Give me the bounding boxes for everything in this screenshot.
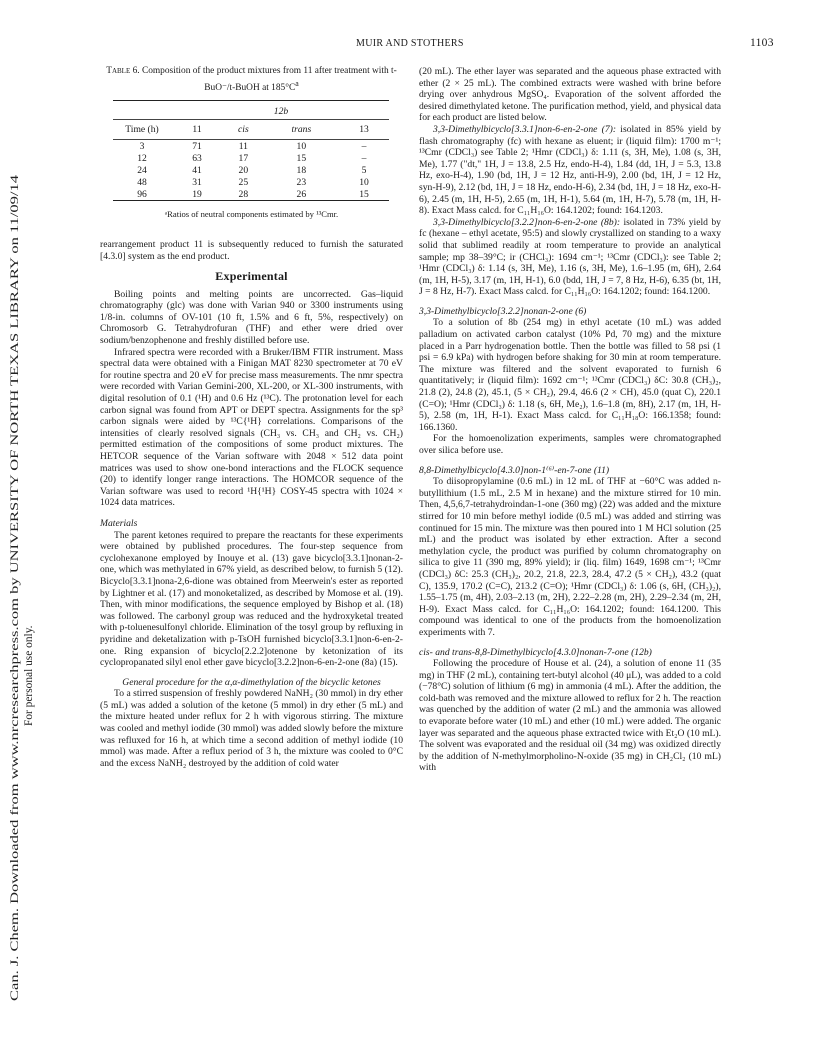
table-cell: 11 — [238, 140, 248, 152]
table-cell: – — [361, 152, 367, 164]
table-cell: 18 — [296, 164, 307, 176]
table-cell: 63 — [192, 152, 202, 164]
table-header-row — [113, 120, 389, 140]
table-cell: 15 — [359, 188, 369, 200]
running-head — [0, 34, 816, 50]
running-title: MUIR AND STOTHERS — [356, 38, 464, 49]
compound-8b-data: isolated in 73% yield by fc (hexane – ethyl acetate, 95:5) and slowly crystallized on standing to a waxy solid that sublimed readily at room temperature to provide an analytical sample; mp 38–39°C; ir (CHCl₃): 1694 cm⁻¹; ¹³Cmr (CDCl₃): see Table 2; ¹Hmr (CDCl₃) δ: 1.14 (s, 3H, Me), 1.16 (s, 3H, Me), 1.6–1.95 (m, 6H), 2.64 (m, 1H, H-5), 3.17 (m, 1H, H-1), 6.0 (bdd, 1H, J = 7, 8 Hz, H-6), 6.35 (bt, 1H, J = 8 Hz, H-7). Exact Mass calcd. for C₁₁H₁₆O: 164.1202; found: 164.1200. — [419, 216, 721, 298]
intro-paragraph: rearrangement product 11 is subsequently reduced to furnish the saturated [4.3.0] system as the end product. — [100, 238, 403, 262]
table-caption-sup: a — [295, 78, 299, 88]
table-row — [113, 176, 389, 188]
table-column-header: trans — [291, 123, 312, 135]
compound-7-data: isolated in 85% yield by flash chromatography (fc) with hexane as eluent; ir (liquid film): 1700 m⁻¹; ¹³Cmr (CDCl₃) see Table 2; ¹Hmr (CDCl₃) δ: 1.11 (s, 3H, Me), 1.08 (s, 3H, Me), 1.77 ("dt," 1H, J = 13.8, 2.5 Hz, endo-H-4), 1.84 (dd, 1H, J = 5.3, 13.8 Hz, exo-H-4), 1.90 (bd, 1H, J = 12 Hz, anti-H-9), 2.00 (bd, 1H, J = 12 Hz, syn-H-9), 2.12 (bd, 1H, J = 18 Hz, endo-H-6), 2.34 (bd, 1H, J = 18 Hz, exo-H-6), 2.45 (m, 1H, H-5), 2.65 (m, 1H, H-1), 5.64 (m, 1H, H-7), 5.78 (m, 1H, H-8). Exact Mass calcd. for C₁₁H₁₆O: 164.1202; found: 164.1203. — [419, 123, 721, 217]
paragraph-homoenolization: For the homoenolization experiments, samples were chromatographed over silica before use. — [419, 433, 721, 456]
page-number: 1103 — [750, 37, 774, 49]
table-cell: 17 — [238, 152, 249, 164]
table-cell: 96 — [137, 188, 147, 200]
compound-6-heading: 3,3-Dimethylbicyclo[3.2.2]nonan-2-one (6) — [419, 305, 587, 317]
table-caption — [106, 66, 397, 94]
table-cell: – — [361, 140, 367, 152]
download-stamp — [4, 175, 38, 1005]
table-cell: 48 — [137, 176, 147, 188]
table-column-header: cis — [238, 123, 249, 135]
table-cell: 28 — [238, 188, 249, 200]
table-column-header: Time (h) — [125, 123, 159, 135]
table-row — [113, 140, 389, 152]
table-body — [113, 140, 389, 201]
table-group-header: 12b — [273, 105, 289, 117]
compound-6-data: To a solution of 8b (254 mg) in ethyl acetate (10 mL) was added palladium on activated carbon catalyst (10% Pd, 70 mg) and the mixture placed in a Parr hydrogenation bottle. Then the bottle was filled to 58 psi (1 psi = 6.9 kPa) with hydrogen before shaking for 30 min at room temperature. The mixture was filtered and the solvent evaporated to furnish 6 quantitatively; ir (liquid film): 1692 cm⁻¹; ¹³Cmr (CDCl₃) δC: 30.8 (CH₃)₂, 21.8 (2), 24.8 (2), 45.1, (5 × CH₂), 29.4, 46.6 (2 × CH), 45.0 (quat C), 220.1 (C=O); ¹Hmr (CDCl₃) δ: 1.18 (s, 6H, Me₂), 1.6–1.8 (m, 8H), 2.17 (m, 1H, H-5), 2.58 (m, 1H, H-1). Exact Mass calcd. for C₁₁H₁₈O: 166.1358; found: 166.1360. — [419, 317, 721, 433]
table-cell: 41 — [192, 164, 202, 176]
left-column — [100, 66, 403, 769]
compound-8b-name: 3,3-Dimethylbicyclo[3.2.2]non-6-en-2-one (8b): — [433, 216, 621, 228]
compound-12b-heading: cis- and trans-8,8-Dimethylbicyclo[4.3.0]nonan-7-one (12b) — [419, 646, 652, 658]
right-column — [419, 66, 721, 774]
table-cell: 25 — [238, 176, 249, 188]
table-cell: 31 — [192, 176, 202, 188]
experimental-heading: Experimental — [215, 269, 288, 284]
compound-7-entry — [419, 124, 721, 217]
table-cell: 20 — [238, 164, 249, 176]
compound-8b-entry — [419, 217, 721, 298]
table-cell: 12 — [137, 152, 147, 164]
table-cell: 15 — [296, 152, 307, 164]
general-procedure-heading: General procedure for the α,α-dimethylation of the bicyclic ketones — [122, 676, 381, 688]
compound-7-name: 3,3-Dimethylbicyclo[3.3.1]non-6-en-2-one (7): — [433, 123, 617, 135]
table-cell: 24 — [137, 164, 147, 176]
download-stamp-line1: Can. J. Chem. Downloaded from www.nrcresearchpress.com by UNIVERSITY OF NORTH TEXAS LIBRARY on 11/09/14 — [9, 430, 21, 1001]
compound-11-data: To diisopropylamine (0.6 mL) in 12 mL of THF at −60°C was added n-butyllithium (1.5 mL, 2.5 M in hexane) and the mixture stirred for 10 min. Then, 4,5,6,7-tetrahydroindan-1-one (360 mg) (22) was added and the mixture stirred for 10 min before methyl iodide (0.5 mL) was added and stirring was continued for 15 min. The mixture was then poured into 1 M HCl solution (25 mL) and the product was isolated by ether extraction. After a second methylation cycle, the product was purified by column chromatography on silica to give 11 (390 mg, 89% yield); ir (liq. film) 1649, 1698 cm⁻¹; ¹³Cmr (CDCl₃) δC: 25.3 (CH₃)₂, 20.2, 21.8, 22.3, 28.4, 47.2 (5 × CH₂), 43.2 (quat C), 135.9, 170.2 (C=C), 213.2 (C=O); ¹Hmr (CDCl₃) δ: 1.06 (s, 6H, (CH₃)₂), 1.55–1.75 (m, 4H), 2.03–2.13 (m, 2H), 2.22–2.28 (m, 2H), 2.29–2.34 (m, 2H, H-9). Exact Mass calcd. for C₁₁H₁₆O: 164.1202; found: 164.1200. This compound was identical to one of the products from the homoenolization experiments with 7. — [419, 476, 721, 638]
table-column-header: 11 — [192, 123, 202, 135]
table-label: Table 6. — [106, 66, 140, 76]
compound-12b-data: Following the procedure of House et al. (24), a solution of enone 11 (35 mg) in THF (2 mL), containing tert-butyl alcohol (40 μL), was added to a cold (−78°C) solution of lithium (6 mg) in ammonia (4 mL). After the addition, the cold-bath was removed and the mixture allowed to reflux for 2 h. The reaction was quenched by the addition of water (2 mL) and the ammonia was allowed to evaporate before water (10 mL) and ether (10 mL) were added. The organic layer was separated and the aqueous phase extracted twice with Et₂O (10 mL). The solvent was evaporated and the residual oil (34 mg) was oxidized directly by the addition of N-methylmorpholino-N-oxide (35 mg) in CH₂Cl₂ (10 mL) with — [419, 658, 721, 774]
compound-11-heading: 8,8-Dimethylbicyclo[4.3.0]non-1⁽⁶⁾-en-7-one (11) — [419, 464, 610, 476]
table-cell: 23 — [296, 176, 307, 188]
table-row — [113, 188, 389, 201]
paragraph-materials: The parent ketones required to prepare the reactants for these experiments were obtained by published procedures. The four-step sequence from cyclohexanone employed by Inouye et al. (13) gave bicyclo[3.3.1]nonan-2-one, which was methylated in 67% yield, as described below, to furnish 5 (12). Bicyclo[3.3.1]nona-2,6-dione was obtained from Meerwein's ester as reported by Lightner et al. (17) and monoketalized, as described by Momose et al. (19). Then, with minor modifications, the sequence employed by Bishop et al. (18) was followed. The carbonyl group was reduced and the hydroxyketal treated with p-toluenesulfonyl chloride. Elimination of the tosyl group by refluxing in pyridine and deketalization with p-TsOH furnished bicyclo[3.3.1]non-6-en-2-one. Ring expansion of bicyclo[2.2.2]otenone by ketonization of its cyclopropanated silyl enol ether gave bicyclo[3.2.2]non-6-en-2-one (8a) (15). — [100, 529, 403, 669]
paragraph-procedure: To a stirred suspension of freshly powdered NaNH₂ (30 mmol) in dry ether (5 mL) was added a solution of the ketone (5 mmol) in dry ether (5 mL) and the mixture heated under reflux for 2 h with vigorous stirring. The mixture was cooled and methyl iodide (30 mmol) was added slowly before the mixture was refluxed for 16 h, at which time a second addition of methyl iodide (10 mmol) was made. After a reflux period of 3 h, the mixture was cooled to 0°C and the excess NaNH₂ destroyed by the addition of cold water — [100, 688, 403, 769]
paragraph-instruments: Boiling points and melting points are uncorrected. Gas–liquid chromatography (glc) was done with Varian 940 or 3300 instruments using 1/8-in. columns of OV-101 (10 ft, 1.5% and 6 ft, 5%, respectively) on Chromosorb G. Tetrahydrofuran (THF) and ether were dried over sodium/benzophenone and freshly distilled before use. — [100, 288, 403, 347]
table-cell: 26 — [296, 188, 307, 200]
table-cell: 19 — [192, 188, 202, 200]
paragraph-workup: (20 mL). The ether layer was separated and the aqueous phase extracted with ether (2 × 25 mL). The combined extracts were washed with brine before drying over anhydrous MgSO₄. Evaporation of the solvent afforded the desired dimethylated ketone. The purification method, yield, and physical data for each product are listed below. — [419, 66, 721, 124]
table-row — [113, 164, 389, 176]
composition-table — [113, 100, 389, 201]
table-cell: 3 — [139, 140, 145, 152]
table-cell: 10 — [296, 140, 307, 152]
download-stamp-line2: For personal use only. — [23, 625, 35, 726]
table-cell: 5 — [361, 164, 367, 176]
paragraph-spectra: Infrared spectra were recorded with a Bruker/IBM FTIR instrument. Mass spectral data were obtained with a Finigan MAT 8230 spectrometer at 70 eV for routine spectra and 20 eV for precise mass measurements. The nmr spectra were recorded with Varian Gemini-200, XL-200, or XL-300 instruments, with digital resolution of 0.1 (¹H) and 0.6 Hz (¹³C). The protonation level for each carbon signal was found from APT or DEPT spectra. Assignments for the sp³ carbon signals were aided by ¹³C{¹H} correlations. Comparisons of the intensities of clearly resolved signals (CH₃ vs. CH₃ and CH₂ vs. CH₂) permitted estimation of the compositions of some product mixtures. The HETCOR sequence of the Varian software with 2048 × 512 data point matrices was used to show one-bond interactions and the FLOCK sequence (20) to identify longer range interactions. The HOMCOR sequence of the Varian software was used to record ¹H{¹H} COSY-45 spectra with 1024 × 1024 data matrices. — [100, 346, 403, 509]
table-cell: 10 — [359, 176, 369, 188]
table-footnote: ᵃRatios of neutral components estimated by ¹³Cmr. — [164, 209, 339, 220]
table-cell: 71 — [192, 140, 202, 152]
materials-heading: Materials — [100, 517, 138, 529]
table-row — [113, 152, 389, 164]
table-column-header: 13 — [359, 123, 369, 135]
table-caption-text: Composition of the product mixtures from 11 after treatment with t-BuO⁻/t-BuOH at 185°C — [141, 66, 397, 93]
